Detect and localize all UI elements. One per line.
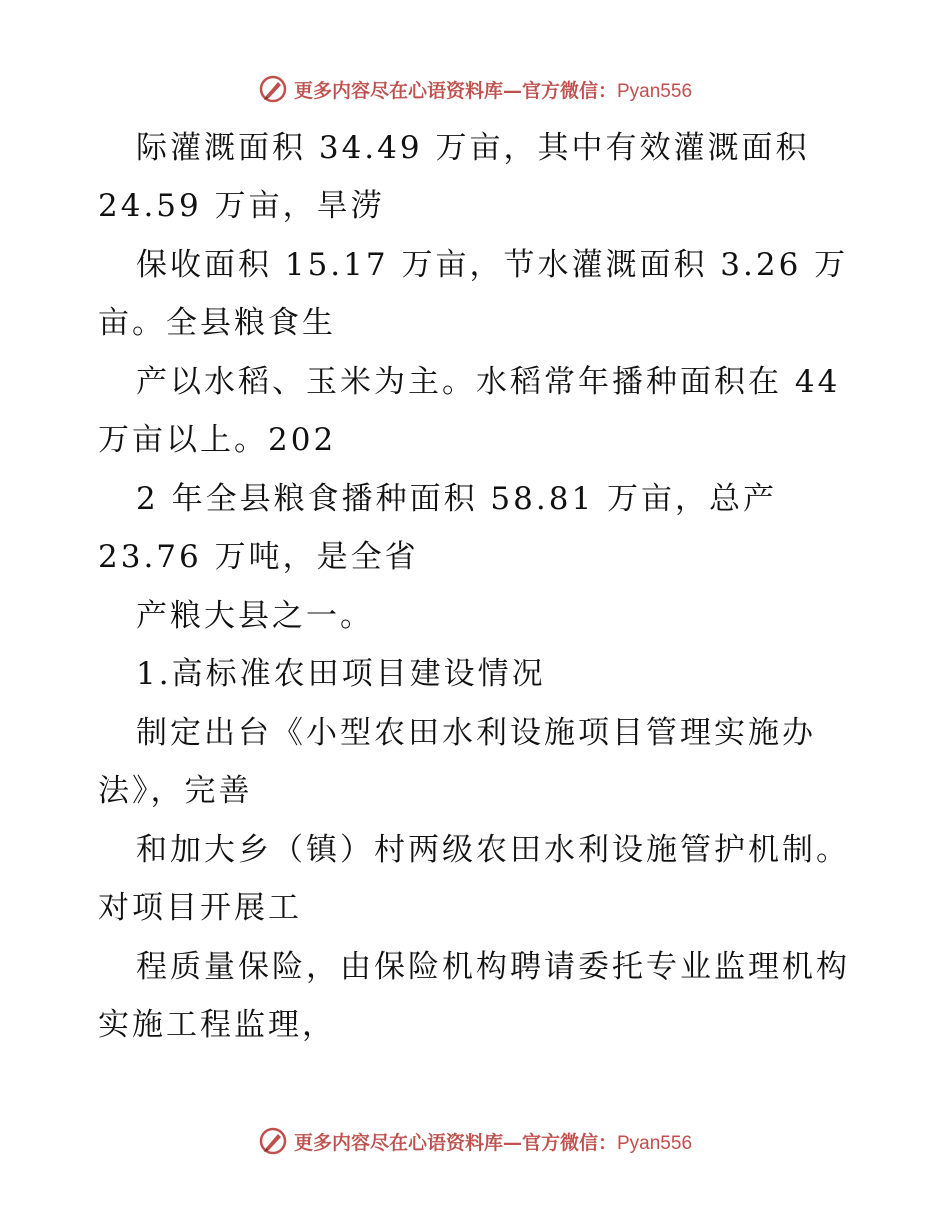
body-line: 程质量保险，由保险机构聘请委托专业监理机构	[136, 949, 850, 985]
body-line: 际灌溉面积 34.49 万亩，其中有效灌溉面积	[136, 130, 810, 166]
body-line: 和加大乡（镇）村两级农田水利设施管护机制。	[136, 832, 850, 868]
body-line: 实施工程监理，	[98, 1007, 336, 1043]
body-line: 万亩以上。202	[98, 422, 337, 458]
body-line: 产粮大县之一。	[136, 598, 374, 634]
footer-wechat-id: Pyan556	[617, 1132, 693, 1154]
footer-banner	[0, 1124, 950, 1158]
section-heading: 1.高标准农田项目建设情况	[136, 656, 546, 692]
body-line: 法》，完善	[98, 773, 253, 809]
body-line: 保收面积 15.17 万亩，节水灌溉面积 3.26 万	[136, 247, 849, 283]
body-line: 2 年全县粮食播种面积 58.81 万亩，总产	[136, 481, 778, 517]
pen-circle-logo-icon	[258, 74, 288, 104]
body-line: 24.59 万亩，旱涝	[98, 188, 385, 224]
header-wechat-id: Pyan556	[617, 80, 693, 102]
body-line: 亩。全县粮食生	[98, 305, 336, 341]
header-banner	[0, 72, 950, 106]
pen-circle-logo-icon	[258, 1126, 288, 1156]
body-line: 产以水稻、玉米为主。水稻常年播种面积在 44	[136, 364, 841, 400]
footer-banner-text: 更多内容尽在心语资料库—官方微信：Pyan556	[293, 1131, 693, 1154]
body-line: 制定出台《小型农田水利设施项目管理实施办	[136, 715, 816, 751]
header-banner-text: 更多内容尽在心语资料库—官方微信：Pyan556	[293, 79, 693, 102]
body-line: 23.76 万吨，是全省	[98, 539, 419, 575]
body-line: 对项目开展工	[98, 890, 302, 926]
